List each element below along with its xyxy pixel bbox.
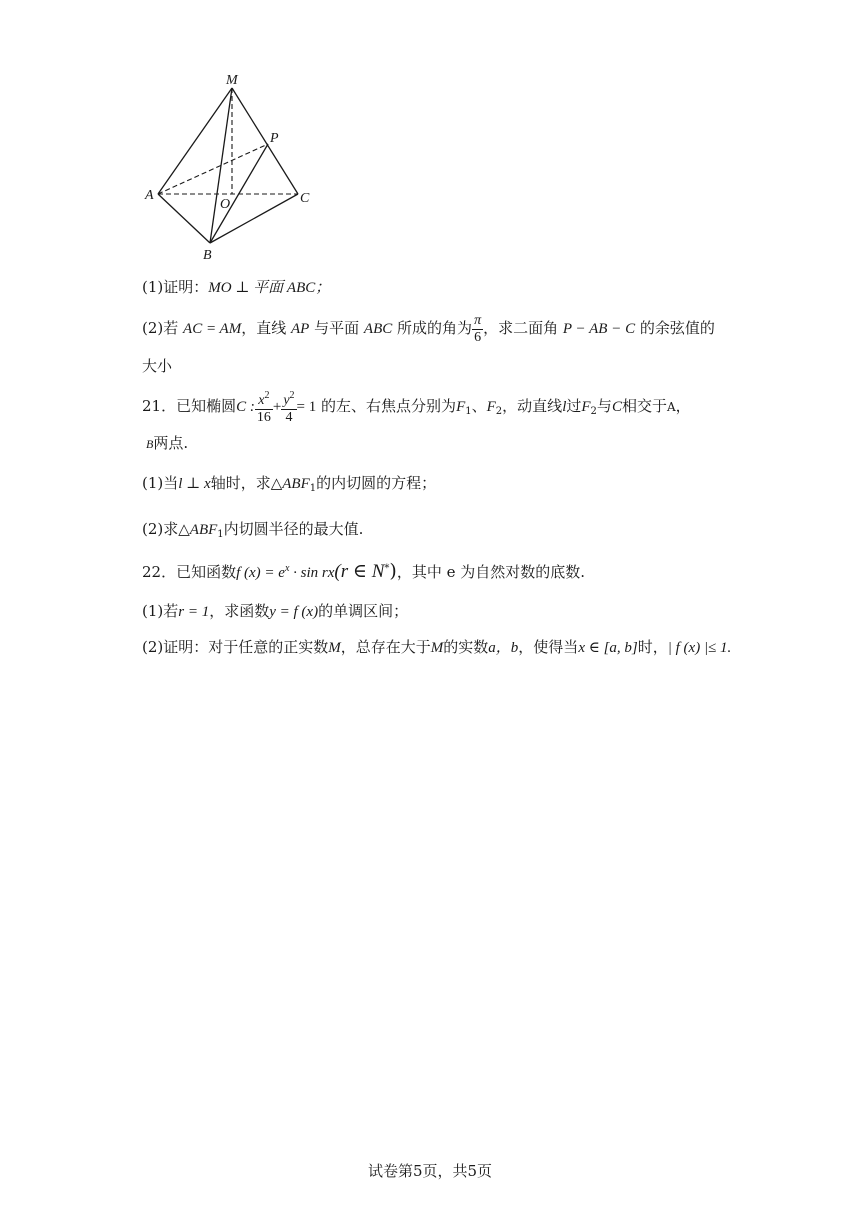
q21-text-d: 过 [566,397,582,415]
q21-comma: ， [675,397,691,415]
q21-text-c: ，动直线 [502,397,563,415]
q20-part2-prefix: (2)若 [142,319,179,337]
q21-p1-triangle: △ABF [270,476,310,492]
q21-frac-y: $\frac{y^2}{4}$ [283,390,295,425]
q22-p2-ab: a，b [488,640,519,656]
q21-line-l: l [562,399,567,415]
q20-part2 [142,312,715,346]
q21-p2-end: 内切圆半径的最大值. [223,520,364,538]
q21-p1-text: 轴时，求 [210,474,271,492]
q20-part2-text-f: ，求二面角 [483,319,559,337]
q20-part2-line-ap: AP [291,321,310,337]
q22-func-b: · sin rx [289,565,335,581]
tetrahedron-figure [140,70,320,270]
q21-A: A [666,400,676,414]
q21-part1: (1)当l ⊥ x轴时，求$\triangle ABF_1$的内切圆的方程； [142,474,437,494]
q20-part2-text-a: ，直线 [241,319,287,337]
q22-part1 [142,600,408,621]
q22-p1-func: y = f (x) [269,604,319,620]
q20-part2-plane-abc: ABC [363,321,393,337]
q22-part2: (2)证明：对于任意的正实数M，总存在大于M的实数a，b，使得当x ∈ [a, b]时，| f (x) |≤ 1. [142,638,732,656]
q21-p2-triangle: △ABF [178,522,218,538]
edge-AB [158,194,210,243]
q22-p2-ineq: | f (x) |≤ 1. [667,640,732,656]
edge-MC [232,88,298,194]
q21-stem: 21．已知椭圆C : $\frac{x^2}{16}$ + $\frac{y^2}{4}$ = 1 的左、右焦点分别为$F_1$、$F_2$，动直线l过$F_2$与C相交于A， [142,390,691,425]
q21-eq: = 1 [296,399,317,415]
q21-ellipse-name: C : [236,399,255,415]
q22-number: 22． [142,563,177,581]
edge-MB [210,88,232,243]
q21-frac-x: $\frac{x^2}{16}$ [256,390,271,425]
q22-cond-end: ) [389,560,397,582]
frac-y-var: y [283,393,290,408]
frac-x-var: x [258,393,265,408]
q20-part2-text-h: 的余弦值的 [639,319,715,337]
q21-number: 21． [142,397,177,415]
frac-x-den: 16 [256,410,271,425]
q21-C: C [611,399,622,415]
q21-text-e: 与 [596,397,612,415]
q22-p2-text-a: ，总存在大于 [340,638,431,656]
fraction-denominator: 6 [474,329,482,345]
label-M: M [226,73,238,88]
q22-p1-prefix: (1)若 [142,602,179,620]
q20-part1-math: MO ⊥ 平面 ABC； [208,280,331,296]
q21-part2: (2)求$\triangle ABF_1$内切圆半径的最大值. [142,520,364,540]
q22-text-a: 已知函数 [176,563,237,581]
frac-y-den: 4 [285,410,293,425]
q22-p1-math: r = 1 [178,604,210,620]
q22-text-b: ，其中 e 为自然对数的底数. [396,563,585,581]
q20-part2-text-c: 与平面 [314,319,360,337]
q21-text-f: 相交于 [621,397,667,415]
q22-cond: (r ∈ N [334,561,385,582]
label-P: P [270,131,279,146]
q21-text-g: 两点. [153,434,189,452]
q22-p2-prefix: (2)证明：对于任意的正实数 [142,638,329,656]
q21-text-a: 已知椭圆 [176,397,237,415]
edge-MA [158,88,232,194]
label-C: C [300,191,310,206]
q20-part2-line2: 大小 [142,357,173,375]
q21-sep: 、 [471,397,487,415]
q20-part1-prefix: (1)证明： [142,278,209,296]
q22-func: f (x) = e [236,565,285,581]
q21-p1-end: 的内切圆的方程； [316,474,437,492]
q22-p2-text-d: 时， [637,638,668,656]
q22-p1-end: 的单调区间； [318,602,409,620]
q21-F2: F [486,399,496,415]
q22-p2-text-b: 的实数 [443,638,489,656]
q22-p2-M: M [328,640,341,656]
q22-p2-cond: x ∈ [a, b] [578,640,638,656]
label-O: O [220,197,231,212]
q21-p2-prefix: (2)求 [142,520,179,538]
label-B: B [203,248,212,263]
q20-angle-fraction [472,313,483,346]
page-footer: 试卷第5页，共5页 [367,1162,493,1180]
label-A: A [145,188,154,203]
q20-part2-text-e: 所成的角为 [397,319,473,337]
q22-stem: 22．已知函数f $(x) = e^x \cdot \sin rx(r$ ∈ N*)，其中 e 为自然对数的底数. [142,560,585,582]
edge-AP-dashed [158,144,268,194]
q22-p2-text-c: ，使得当 [518,638,579,656]
q21-text-b: 的左、右焦点分别为 [321,397,457,415]
fraction-numerator: π [474,312,482,328]
q20-part2-math: AC = AM [183,321,242,337]
q21-p1-prefix: (1)当 [142,474,179,492]
q21-p1-math: l ⊥ x [178,476,211,492]
q21-B: B [146,437,154,451]
q21-stem-line2 [146,432,188,453]
q22-p1-text: ，求函数 [209,602,270,620]
q20-part2-dihedral: P − AB − C [562,321,636,337]
q20-part1 [142,276,330,297]
q21-F1: F [456,399,466,415]
